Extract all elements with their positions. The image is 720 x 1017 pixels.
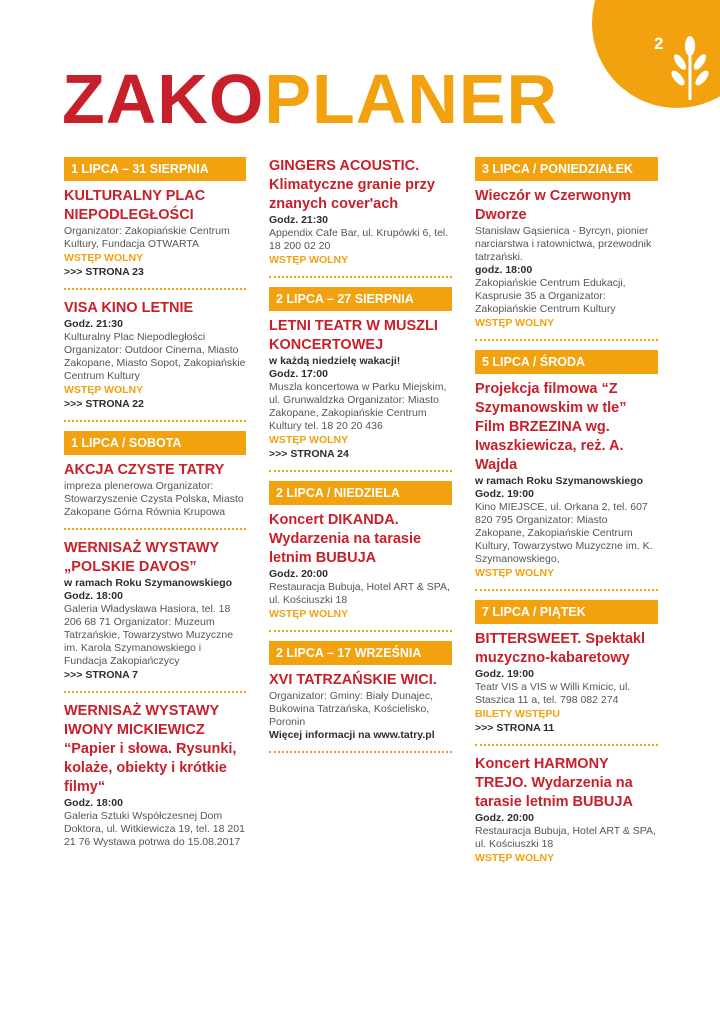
event-subtitle: w ramach Roku Szymanowskiego [475,475,644,487]
event-desc: Teatr VIS a VIS w Willi Kmicic, ul. Staszica 11 a, tel. 798 082 274 [475,681,631,706]
event-desc: Muszla koncertowa w Parku Miejskim, ul. Grunwaldzka Organizator: Miasto Zakopane, Zakopiańskie Centrum Kultury tel. 18 20 20 436 [269,381,447,432]
logo-part1: ZAKO [62,60,265,138]
event [269,317,452,461]
event [475,380,658,580]
event [475,755,658,865]
event-desc: Galeria Sztuki Współczesnej Dom Doktora, ul. Witkiewicza 19, tel. 18 201 21 76 Wystawa potrwa do 15.08.2017 [64,810,245,848]
event-time: Godz. 19:00 [475,488,534,500]
date-banner: 2 LIPCA – 17 WRZEŚNIA [269,641,452,665]
page-link[interactable]: >>> STRONA 24 [269,448,349,460]
column-2 [269,157,452,762]
event-title: WERNISAŻ WYSTAWY „POLSKIE DAVOS” [64,540,219,575]
event-time: Godz. 20:00 [269,568,328,580]
event-entry: WSTĘP WOLNY [475,567,555,579]
date-banner: 5 LIPCA / ŚRODA [475,350,658,374]
event-desc: Organizator: Gminy: Biały Dunajec, Bukowina Tatrzańska, Kościelisko, Poronin [269,690,433,728]
event [64,299,246,411]
divider [64,288,246,290]
event-desc: Appendix Cafe Bar, ul. Krupówki 6, tel. 18 200 02 20 [269,227,449,252]
event-title: XVI TATRZAŃSKIE WICI. [269,672,437,688]
event-subtitle: w każdą niedzielę wakacji! [269,355,401,367]
event-title: VISA KINO LETNIE [64,300,194,316]
event [64,702,246,849]
date-banner: 7 LIPCA / PIĄTEK [475,600,658,624]
wheat-icon [668,36,712,100]
divider [269,630,452,632]
event [64,187,246,279]
event-time: Godz. 18:00 [64,590,123,602]
event-title: LETNI TEATR W MUSZLI KONCERTOWEJ [269,318,438,353]
event [64,461,246,519]
divider [269,470,452,472]
event-title: Koncert DIKANDA. Wydarzenia na tarasie letnim BUBUJA [269,512,422,566]
page-link[interactable]: >>> STRONA 23 [64,266,144,278]
event-title: KULTURALNY PLAC NIEPODLEGŁOŚCI [64,188,206,223]
divider [64,691,246,693]
event-time: Godz. 17:00 [269,368,328,380]
logo-part2: PLANER [264,60,559,138]
page-link[interactable]: >>> STRONA 7 [64,669,139,681]
event [269,671,452,742]
logo [62,60,559,138]
event-desc: impreza plenerowa Organizator: Stowarzyszenie Czysta Polska, Miasto Zakopane Górna Równia Krupowa [64,480,244,518]
date-banner: 2 LIPCA / NIEDZIELA [269,481,452,505]
event [269,157,452,267]
event-entry: WSTĘP WOLNY [64,252,144,264]
date-banner: 2 LIPCA – 27 SIERPNIA [269,287,452,311]
event-title: AKCJA CZYSTE TATRY [64,462,225,478]
event-time: Godz. 19:00 [475,668,534,680]
more-info-link[interactable]: Więcej informacji na www.tatry.pl [269,729,435,741]
date-banner: 1 LIPCA / SOBOTA [64,431,246,455]
event-title: BITTERSWEET. Spektakl muzyczno-kabaretowy [475,631,646,666]
event [475,630,658,735]
event-entry: WSTĘP WOLNY [269,434,349,446]
event-time: godz. 18:00 [475,264,533,276]
date-banner: 3 LIPCA / PONIEDZIAŁEK [475,157,658,181]
event-desc: Organizator: Zakopiańskie Centrum Kultury, Fundacja OTWARTA [64,225,230,250]
event-time: Godz. 20:00 [475,812,534,824]
event-time: Godz. 21:30 [64,318,123,330]
event-desc: Kino MIEJSCE, ul. Orkana 2, tel. 607 820 795 Organizator: Miasto Zakopane, Zakopiańskie Centrum Kultury, Towarzystwo Muzyczne im. K. Szymanowskiego, [475,501,653,565]
column-3 [475,157,658,865]
event-title: Projekcja filmowa “Z Szymanowskim w tle” Film BRZEZINA wg. Iwaszkiewicza, reż. A. Wajda [475,381,627,473]
event-time: Godz. 21:30 [269,214,328,226]
divider [475,744,658,746]
divider [64,528,246,530]
event-desc: Restauracja Bubuja, Hotel ART & SPA, ul. Kościuszki 18 [475,825,656,850]
page-number: 2 [654,34,664,53]
divider [269,751,452,753]
event [269,511,452,621]
divider [269,276,452,278]
event-desc: Restauracja Bubuja, Hotel ART & SPA, ul. Kościuszki 18 [269,581,450,606]
event-desc: Zakopiańskie Centrum Edukacji, Kasprusie 35 a Organizator: Zakopiańskie Centrum Kultury [475,277,626,315]
event-title: Koncert HARMONY TREJO. Wydarzenia na tarasie letnim BUBUJA [475,756,633,810]
event-time: Godz. 18:00 [64,797,123,809]
page-link[interactable]: >>> STRONA 11 [475,722,555,734]
date-banner: 1 LIPCA – 31 SIERPNIA [64,157,246,181]
divider [64,420,246,422]
page-link[interactable]: >>> STRONA 22 [64,398,144,410]
event-desc: Kulturalny Plac Niepodległości Organizator: Outdoor Cinema, Miasto Zakopane, Miasto Sopot, Zakopiańskie Centrum Kultury [64,331,246,382]
event-title: GINGERS ACOUSTIC. Klimatyczne granie przy znanych cover'ach [269,158,435,212]
event-title: WERNISAŻ WYSTAWY IWONY MICKIEWICZ “Papier i słowa. Rysunki, kolaże, obiekty i krótkie filmy“ [64,703,237,795]
column-1 [64,157,246,849]
event-title: Wieczór w Czerwonym Dworze [475,188,632,223]
event [64,539,246,682]
event-desc: Galeria Władysława Hasiora, tel. 18 206 68 71 Organizator: Muzeum Tatrzańskie, Towarzystwo Muzyczne im. Karola Szymanowskiego i Fundacja Zakopiańczycy [64,603,234,667]
divider [475,589,658,591]
event [475,187,658,330]
event-desc: Stanisław Gąsienica - Byrcyn, pionier narciarstwa i ratownictwa, przewodnik tatrzański. [475,225,652,263]
event-entry: WSTĘP WOLNY [269,608,349,620]
event-entry: WSTĘP WOLNY [475,317,555,329]
event-subtitle: w ramach Roku Szymanowskiego [64,577,233,589]
event-entry: BILETY WSTĘPU [475,708,560,720]
event-entry: WSTĘP WOLNY [64,384,144,396]
event-entry: WSTĘP WOLNY [269,254,349,266]
divider [475,339,658,341]
event-entry: WSTĘP WOLNY [475,852,555,864]
